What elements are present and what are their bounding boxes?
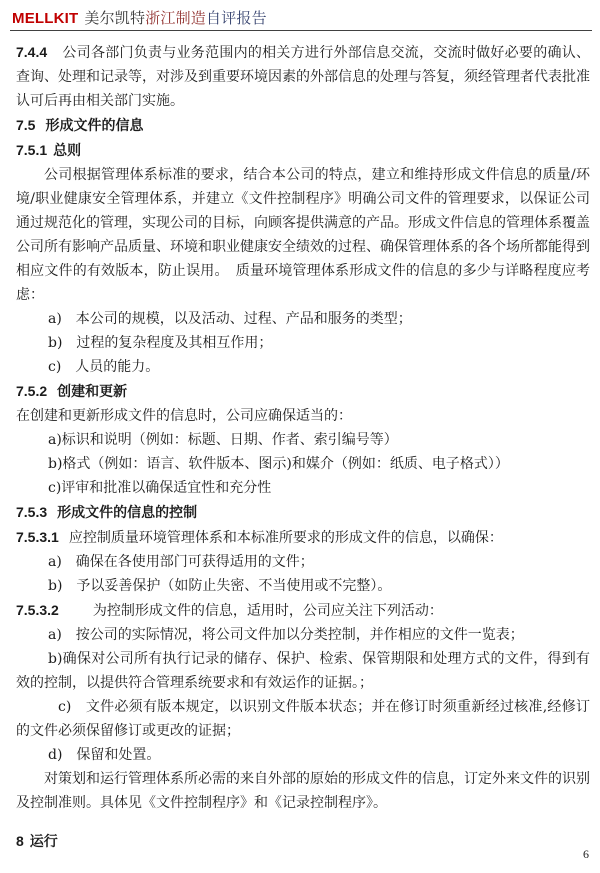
header-title-part2: 自评报告 bbox=[206, 10, 267, 27]
heading-7-5-1 bbox=[16, 138, 590, 163]
heading-7-5 bbox=[16, 113, 590, 138]
heading-number-7-5-2: 7.5.2 bbox=[16, 383, 48, 399]
paragraph-7-4-4 bbox=[16, 40, 590, 113]
paragraph-closing: 对策划和运行管理体系所必需的来自外部的原始的形成文件的信息，订定外来文件的识别及控制准则。具体见《文件控制程序》和《记录控制程序》。 bbox=[16, 771, 590, 811]
paragraph-7-5-3-2 bbox=[16, 598, 590, 623]
brand-name: MELLKIT bbox=[12, 10, 79, 27]
company-name: 美尔凯特 bbox=[84, 10, 146, 27]
list-item-7-5-3-2-a: a) 按公司的实际情况，将公司文件加以分类控制，并作相应的文件一览表； bbox=[48, 627, 524, 643]
paragraph-7-5-1: 公司根据管理体系标准的要求，结合本公司的特点，建立和维持形成文件信息的质量/环境/职业健康安全管理体系，并建立《文件控制程序》明确公司文件的管理要求，以保证公司通过规范化的管理，实现公司的目标，向顾客提供满意的产品。形成文件信息的管理体系覆盖公司所有影响产品质量、环境和职业健康安全绩效的过程、确保管理体系的各个场所都能得到相应文件的有效版本，防止误用。 质量环境管理体系形成文件的信息的多少与详略程度应考虑： bbox=[16, 167, 590, 303]
clause-text-7-5-3-2: 为控制形成文件的信息，适用时，公司应关注下列活动： bbox=[92, 603, 443, 619]
list-item-7-5-3-2-b: b)确保对公司所有执行记录的储存、保护、检索、保管期限和处理方式的文件，得到有效的控制，以提供符合管理系统要求和有效运作的证据。； bbox=[16, 651, 590, 691]
heading-number-7-5-3: 7.5.3 bbox=[16, 504, 48, 520]
heading-7-5-3 bbox=[16, 500, 590, 525]
paragraph-7-5-2-intro: 在创建和更新形成文件的信息时，公司应确保适当的： bbox=[16, 408, 352, 424]
heading-number-7-5-1: 7.5.1 bbox=[16, 142, 48, 158]
heading-title-7-5-2: 创建和更新 bbox=[57, 384, 128, 400]
list-item-7-5-3-2-d: d) 保留和处置。 bbox=[48, 747, 161, 763]
list-item-7-5-2-a: a)标识和说明（例如：标题、日期、作者、索引编号等） bbox=[48, 432, 398, 448]
page-header bbox=[12, 7, 590, 28]
heading-8 bbox=[16, 829, 590, 854]
list-item-7-5-1-a: a) 本公司的规模，以及活动、过程、产品和服务的类型； bbox=[48, 311, 412, 327]
header-divider bbox=[10, 30, 592, 31]
header-title-part1: 浙江制造 bbox=[145, 10, 207, 27]
list-item-7-5-3-2-c: c) 文件必须有版本规定，以识别文件版本状态；并在修订时须重新经过核准,经修订的文件必须保留修订或更改的证据； bbox=[16, 699, 590, 739]
list-item-7-5-2-c: c)评审和批准以确保适宜性和充分性 bbox=[48, 480, 272, 496]
clause-text-7-4-4: 公司各部门负责与业务范围内的相关方进行外部信息交流，交流时做好必要的确认、查询、处理和记录等，对涉及到重要环境因素的外部信息的处理与答复，须经管理者代表批准认可后再由相关部门实施。 bbox=[16, 45, 590, 109]
document-body bbox=[16, 34, 590, 854]
heading-title-7-5-3: 形成文件的信息的控制 bbox=[57, 505, 198, 521]
heading-number-8: 8 bbox=[16, 833, 24, 849]
paragraph-7-5-3-1 bbox=[16, 525, 590, 550]
heading-number-7-5: 7.5 bbox=[16, 117, 36, 133]
clause-number-7-5-3-2: 7.5.3.2 bbox=[16, 602, 59, 618]
clause-number-7-5-3-1: 7.5.3.1 bbox=[16, 529, 59, 545]
list-item-7-5-3-1-a: a) 确保在各使用部门可获得适用的文件； bbox=[48, 554, 314, 570]
list-item-7-5-1-c: c) 人员的能力。 bbox=[48, 359, 160, 375]
clause-number-7-4-4: 7.4.4 bbox=[16, 44, 48, 60]
list-item-7-5-3-1-b: b) 予以妥善保护（如防止失密、不当使用或不完整）。 bbox=[48, 578, 392, 594]
page-number: 6 bbox=[583, 847, 589, 861]
heading-7-5-2 bbox=[16, 379, 590, 404]
clause-text-7-5-3-1: 应控制质量环境管理体系和本标准所要求的形成文件的信息，以确保： bbox=[68, 530, 503, 546]
heading-title-8: 运行 bbox=[29, 834, 58, 850]
heading-title-7-5: 形成文件的信息 bbox=[45, 118, 144, 134]
heading-title-7-5-1: 总则 bbox=[53, 143, 82, 159]
list-item-7-5-1-b: b) 过程的复杂程度及其相互作用； bbox=[48, 335, 273, 351]
list-item-7-5-2-b: b)格式（例如：语言、软件版本、图示)和媒介（例如：纸质、电子格式）） bbox=[48, 456, 509, 472]
